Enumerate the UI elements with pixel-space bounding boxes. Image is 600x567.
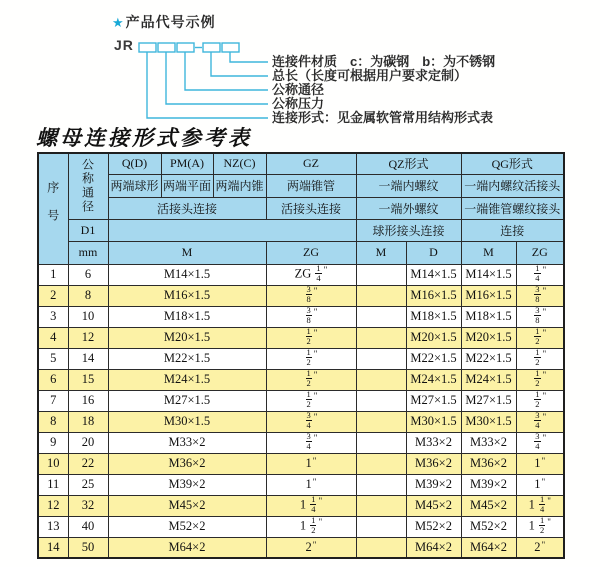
header-serial-no: 序号 xyxy=(38,153,68,264)
cell-serial-no: 13 xyxy=(38,516,68,537)
cell-dn-mm: 20 xyxy=(68,432,108,453)
header-qg-form: QG形式 xyxy=(461,153,564,174)
code-label-nominal-pressure: 公称压力 xyxy=(272,96,325,111)
inch-mark: " xyxy=(547,516,551,527)
header-q-d: Q(D) xyxy=(108,153,161,174)
cell-qz-m xyxy=(356,474,406,495)
cell-qz-m xyxy=(356,537,406,558)
cell-qg-zg xyxy=(516,411,564,432)
cell-qz-d: M14×1.5 xyxy=(406,264,461,285)
cell-serial-no: 12 xyxy=(38,495,68,516)
inch-mark: " xyxy=(541,456,546,466)
header-pm-desc: 两端平面 xyxy=(161,174,213,197)
inch-mark: " xyxy=(542,411,547,422)
table-title: 螺母连接形式参考表 xyxy=(36,126,252,150)
cell-qg-m: M24×1.5 xyxy=(461,369,516,390)
cell-qg-zg xyxy=(516,285,564,306)
cell-qg-zg xyxy=(516,264,564,285)
cell-dn-mm: 16 xyxy=(68,390,108,411)
cell-dn-mm: 8 xyxy=(68,285,108,306)
header-gz-desc: 两端锥管 xyxy=(266,174,356,197)
cell-dn-mm: 32 xyxy=(68,495,108,516)
table-row xyxy=(38,369,564,390)
header-union-joint: 活接头连接 xyxy=(108,197,266,219)
cell-gz-zg xyxy=(266,348,356,369)
header-pm-a: PM(A) xyxy=(161,153,213,174)
table-row xyxy=(38,453,564,474)
table-row xyxy=(38,537,564,558)
cell-qz-m xyxy=(356,348,406,369)
cell-gz-zg: ZG $\frac{1}{4}$ " xyxy=(266,264,356,285)
header-qz-desc1: 一端内螺纹 xyxy=(356,174,461,197)
code-box-1 xyxy=(139,43,156,52)
cell-serial-no: 14 xyxy=(38,537,68,558)
header-qz-desc3: 球形接头连接 xyxy=(356,219,461,241)
cell-qg-m: M33×2 xyxy=(461,432,516,453)
header-qg-desc3: 连接 xyxy=(461,219,564,241)
cell-qg-m: M52×2 xyxy=(461,516,516,537)
cell-qz-d: M39×2 xyxy=(406,474,461,495)
cell-m-thread: M52×2 xyxy=(108,516,266,537)
code-line-1 xyxy=(147,52,268,118)
code-box-3 xyxy=(177,43,194,52)
diagram-title-text: 产品代号示例 xyxy=(125,14,216,30)
cell-qg-m: M27×1.5 xyxy=(461,390,516,411)
cell-serial-no: 5 xyxy=(38,348,68,369)
cell-qz-m xyxy=(356,432,406,453)
table-row xyxy=(38,432,564,453)
inch-mark: " xyxy=(542,390,547,401)
fraction: $\frac{1}{2}$ xyxy=(535,327,540,346)
cell-qg-m: M16×1.5 xyxy=(461,285,516,306)
inch-mark: " xyxy=(318,516,323,527)
cell-qg-m: M20×1.5 xyxy=(461,327,516,348)
cell-serial-no: 10 xyxy=(38,453,68,474)
header-d1: D1 xyxy=(68,219,108,241)
cell-qz-d: M30×1.5 xyxy=(406,411,461,432)
fraction: $\frac{3}{4}$ xyxy=(535,411,540,430)
header-union-joint-gz: 活接头连接 xyxy=(266,197,356,219)
code-line-5 xyxy=(230,52,268,62)
cell-gz-zg xyxy=(266,432,356,453)
cell-qz-d: M18×1.5 xyxy=(406,306,461,327)
cell-gz-zg: 1 $\frac{1}{4}$ " xyxy=(266,495,356,516)
product-code-prefix: JR xyxy=(114,37,134,53)
cell-qg-zg: 1" xyxy=(516,474,564,495)
inch-mark: " xyxy=(323,264,328,275)
fraction: $\frac{3}{4}$ xyxy=(535,432,540,451)
inch-mark: " xyxy=(313,306,318,317)
fraction: $\frac{1}{4}$ xyxy=(311,495,316,514)
inch-mark: " xyxy=(542,264,547,275)
inch-mark: " xyxy=(541,539,546,550)
fraction: $\frac{1}{2}$ xyxy=(539,516,545,535)
header-gz: GZ xyxy=(266,153,356,174)
table-row xyxy=(38,411,564,432)
fraction: $\frac{1}{4}$ xyxy=(539,495,545,514)
cell-qg-m: M14×1.5 xyxy=(461,264,516,285)
cell-dn-mm: 22 xyxy=(68,453,108,474)
header-q-desc: 两端球形 xyxy=(108,174,161,197)
fraction: $\frac{1}{2}$ xyxy=(311,516,316,535)
cell-qz-m xyxy=(356,390,406,411)
cell-gz-zg xyxy=(266,285,356,306)
header-d-qz: D xyxy=(406,241,461,264)
fraction: $\frac{1}{4}$ xyxy=(535,264,540,283)
table-row xyxy=(38,474,564,495)
code-line-4 xyxy=(211,52,268,76)
code-box-2 xyxy=(158,43,175,52)
inch-mark: " xyxy=(312,456,317,466)
code-box-5 xyxy=(222,43,239,52)
table-row xyxy=(38,327,564,348)
header-nz-c: NZ(C) xyxy=(213,153,266,174)
cell-serial-no: 1 xyxy=(38,264,68,285)
header-m-thread: M xyxy=(108,241,266,264)
cell-dn-mm: 50 xyxy=(68,537,108,558)
fraction: $\frac{3}{8}$ xyxy=(535,285,540,304)
cell-qg-zg: 1" xyxy=(516,453,564,474)
cell-qz-m xyxy=(356,306,406,327)
fraction: $\frac{1}{2}$ xyxy=(306,327,311,346)
cell-qg-zg xyxy=(516,348,564,369)
cell-serial-no: 4 xyxy=(38,327,68,348)
inch-mark: " xyxy=(318,495,323,506)
fraction: $\frac{1}{2}$ xyxy=(535,348,540,367)
cell-m-thread: M22×1.5 xyxy=(108,348,266,369)
fraction: $\frac{1}{2}$ xyxy=(535,369,540,388)
inch-mark: " xyxy=(313,432,318,443)
cell-gz-zg: 1" xyxy=(266,474,356,495)
cell-gz-zg: 1" xyxy=(266,453,356,474)
cell-dn-mm: 15 xyxy=(68,369,108,390)
cell-m-thread: M20×1.5 xyxy=(108,327,266,348)
cell-gz-zg xyxy=(266,327,356,348)
inch-mark: " xyxy=(313,327,318,338)
code-label-nominal-diameter: 公称通径 xyxy=(272,82,325,97)
cell-serial-no: 11 xyxy=(38,474,68,495)
cell-gz-zg: 1 $\frac{1}{2}$ " xyxy=(266,516,356,537)
fraction: $\frac{3}{4}$ xyxy=(306,432,311,451)
inch-mark: " xyxy=(542,327,547,338)
code-label-material: 连接件材质 c：为碳钢 b：为不锈钢 xyxy=(272,54,496,69)
cell-gz-zg xyxy=(266,369,356,390)
inch-mark: " xyxy=(542,369,547,380)
cell-qg-m: M30×1.5 xyxy=(461,411,516,432)
cell-qg-m: M18×1.5 xyxy=(461,306,516,327)
cell-qg-zg xyxy=(516,390,564,411)
cell-qg-m: M22×1.5 xyxy=(461,348,516,369)
cell-dn-mm: 6 xyxy=(68,264,108,285)
inch-mark: " xyxy=(542,432,547,443)
cell-dn-mm: 14 xyxy=(68,348,108,369)
cell-qz-d: M64×2 xyxy=(406,537,461,558)
cell-qz-d: M22×1.5 xyxy=(406,348,461,369)
cell-qg-m: M64×2 xyxy=(461,537,516,558)
inch-mark: " xyxy=(542,348,547,359)
cell-qz-m xyxy=(356,411,406,432)
inch-mark: " xyxy=(312,477,317,487)
header-zg-qg: ZG xyxy=(516,241,564,264)
table-row xyxy=(38,285,564,306)
cell-qz-m xyxy=(356,285,406,306)
table-row xyxy=(38,495,564,516)
fraction: $\frac{1}{2}$ xyxy=(306,348,311,367)
header-qg-desc2: 一端锥管螺纹接头 xyxy=(461,197,564,219)
cell-m-thread: M18×1.5 xyxy=(108,306,266,327)
cell-serial-no: 6 xyxy=(38,369,68,390)
nut-connection-reference-table xyxy=(37,152,565,559)
star-icon: ★ xyxy=(112,15,125,30)
cell-qz-d: M52×2 xyxy=(406,516,461,537)
cell-qz-m xyxy=(356,369,406,390)
cell-qz-d: M33×2 xyxy=(406,432,461,453)
fraction: $\frac{3}{4}$ xyxy=(306,411,311,430)
table-row xyxy=(38,516,564,537)
header-qg-desc1: 一端内螺纹活接头 xyxy=(461,174,564,197)
cell-serial-no: 3 xyxy=(38,306,68,327)
cell-dn-mm: 25 xyxy=(68,474,108,495)
cell-m-thread: M33×2 xyxy=(108,432,266,453)
inch-mark: " xyxy=(313,390,318,401)
header-nominal-dn: 公称通径 xyxy=(68,153,108,219)
fraction: $\frac{1}{2}$ xyxy=(306,369,311,388)
cell-m-thread: M24×1.5 xyxy=(108,369,266,390)
code-label-connection-form: 连接形式：见金属软管常用结构形式表 xyxy=(272,110,494,125)
header-mm: mm xyxy=(68,241,108,264)
cell-qz-d: M27×1.5 xyxy=(406,390,461,411)
code-line-3 xyxy=(185,52,268,90)
fraction: $\frac{1}{4}$ xyxy=(316,264,321,283)
inch-mark: " xyxy=(541,477,546,487)
cell-qz-d: M24×1.5 xyxy=(406,369,461,390)
cell-gz-zg: 2" xyxy=(266,537,356,558)
inch-mark: " xyxy=(542,285,547,296)
header-qz-desc2: 一端外螺纹 xyxy=(356,197,461,219)
code-label-total-length: 总长（长度可根据用户要求定制） xyxy=(272,68,468,83)
cell-m-thread: M39×2 xyxy=(108,474,266,495)
inch-mark: " xyxy=(313,411,318,422)
inch-mark: " xyxy=(542,306,547,317)
cell-qz-d: M20×1.5 xyxy=(406,327,461,348)
header-m-qz: M xyxy=(356,241,406,264)
cell-gz-zg xyxy=(266,411,356,432)
cell-qg-zg xyxy=(516,306,564,327)
cell-m-thread: M45×2 xyxy=(108,495,266,516)
cell-m-thread: M30×1.5 xyxy=(108,411,266,432)
cell-qg-m: M45×2 xyxy=(461,495,516,516)
cell-serial-no: 2 xyxy=(38,285,68,306)
fraction: $\frac{3}{8}$ xyxy=(306,306,311,325)
cell-dn-mm: 12 xyxy=(68,327,108,348)
cell-dn-mm: 18 xyxy=(68,411,108,432)
cell-qz-m xyxy=(356,264,406,285)
inch-mark: " xyxy=(313,348,318,359)
fraction: $\frac{1}{2}$ xyxy=(535,390,540,409)
inch-mark: " xyxy=(313,369,318,380)
cell-qg-zg xyxy=(516,369,564,390)
fraction: $\frac{1}{2}$ xyxy=(306,390,311,409)
inch-mark: " xyxy=(313,285,318,296)
cell-qg-zg: 2" xyxy=(516,537,564,558)
header-qz-form: QZ形式 xyxy=(356,153,461,174)
cell-qz-m xyxy=(356,327,406,348)
cell-qg-zg: 1 $\frac{1}{2}$ " xyxy=(516,516,564,537)
cell-qz-d: M45×2 xyxy=(406,495,461,516)
table-row xyxy=(38,348,564,369)
cell-gz-zg xyxy=(266,306,356,327)
header-blank xyxy=(108,219,356,241)
cell-qg-zg xyxy=(516,327,564,348)
header-nz-desc: 两端内锥 xyxy=(213,174,266,197)
cell-qz-m xyxy=(356,453,406,474)
cell-dn-mm: 10 xyxy=(68,306,108,327)
cell-qg-zg xyxy=(516,432,564,453)
cell-qz-m xyxy=(356,495,406,516)
cell-gz-zg xyxy=(266,390,356,411)
cell-qz-d: M36×2 xyxy=(406,453,461,474)
cell-qg-m: M36×2 xyxy=(461,453,516,474)
table-row xyxy=(38,306,564,327)
header-m-qg: M xyxy=(461,241,516,264)
cell-m-thread: M36×2 xyxy=(108,453,266,474)
code-box-4 xyxy=(203,43,220,52)
cell-qz-d: M16×1.5 xyxy=(406,285,461,306)
fraction: $\frac{3}{8}$ xyxy=(535,306,540,325)
cell-serial-no: 7 xyxy=(38,390,68,411)
cell-m-thread: M27×1.5 xyxy=(108,390,266,411)
fraction: $\frac{3}{8}$ xyxy=(306,285,311,304)
cell-m-thread: M14×1.5 xyxy=(108,264,266,285)
header-zg-gz: ZG xyxy=(266,241,356,264)
cell-m-thread: M16×1.5 xyxy=(108,285,266,306)
table-row xyxy=(38,390,564,411)
table-row xyxy=(38,264,564,285)
cell-qg-zg: 1 $\frac{1}{4}$ " xyxy=(516,495,564,516)
diagram-title xyxy=(112,12,216,32)
inch-mark: " xyxy=(312,539,317,550)
cell-serial-no: 8 xyxy=(38,411,68,432)
cell-serial-no: 9 xyxy=(38,432,68,453)
inch-mark: " xyxy=(547,495,551,506)
table-body xyxy=(38,264,564,558)
cell-dn-mm: 40 xyxy=(68,516,108,537)
code-line-2 xyxy=(166,52,268,104)
cell-qg-m: M39×2 xyxy=(461,474,516,495)
cell-m-thread: M64×2 xyxy=(108,537,266,558)
cell-qz-m xyxy=(356,516,406,537)
